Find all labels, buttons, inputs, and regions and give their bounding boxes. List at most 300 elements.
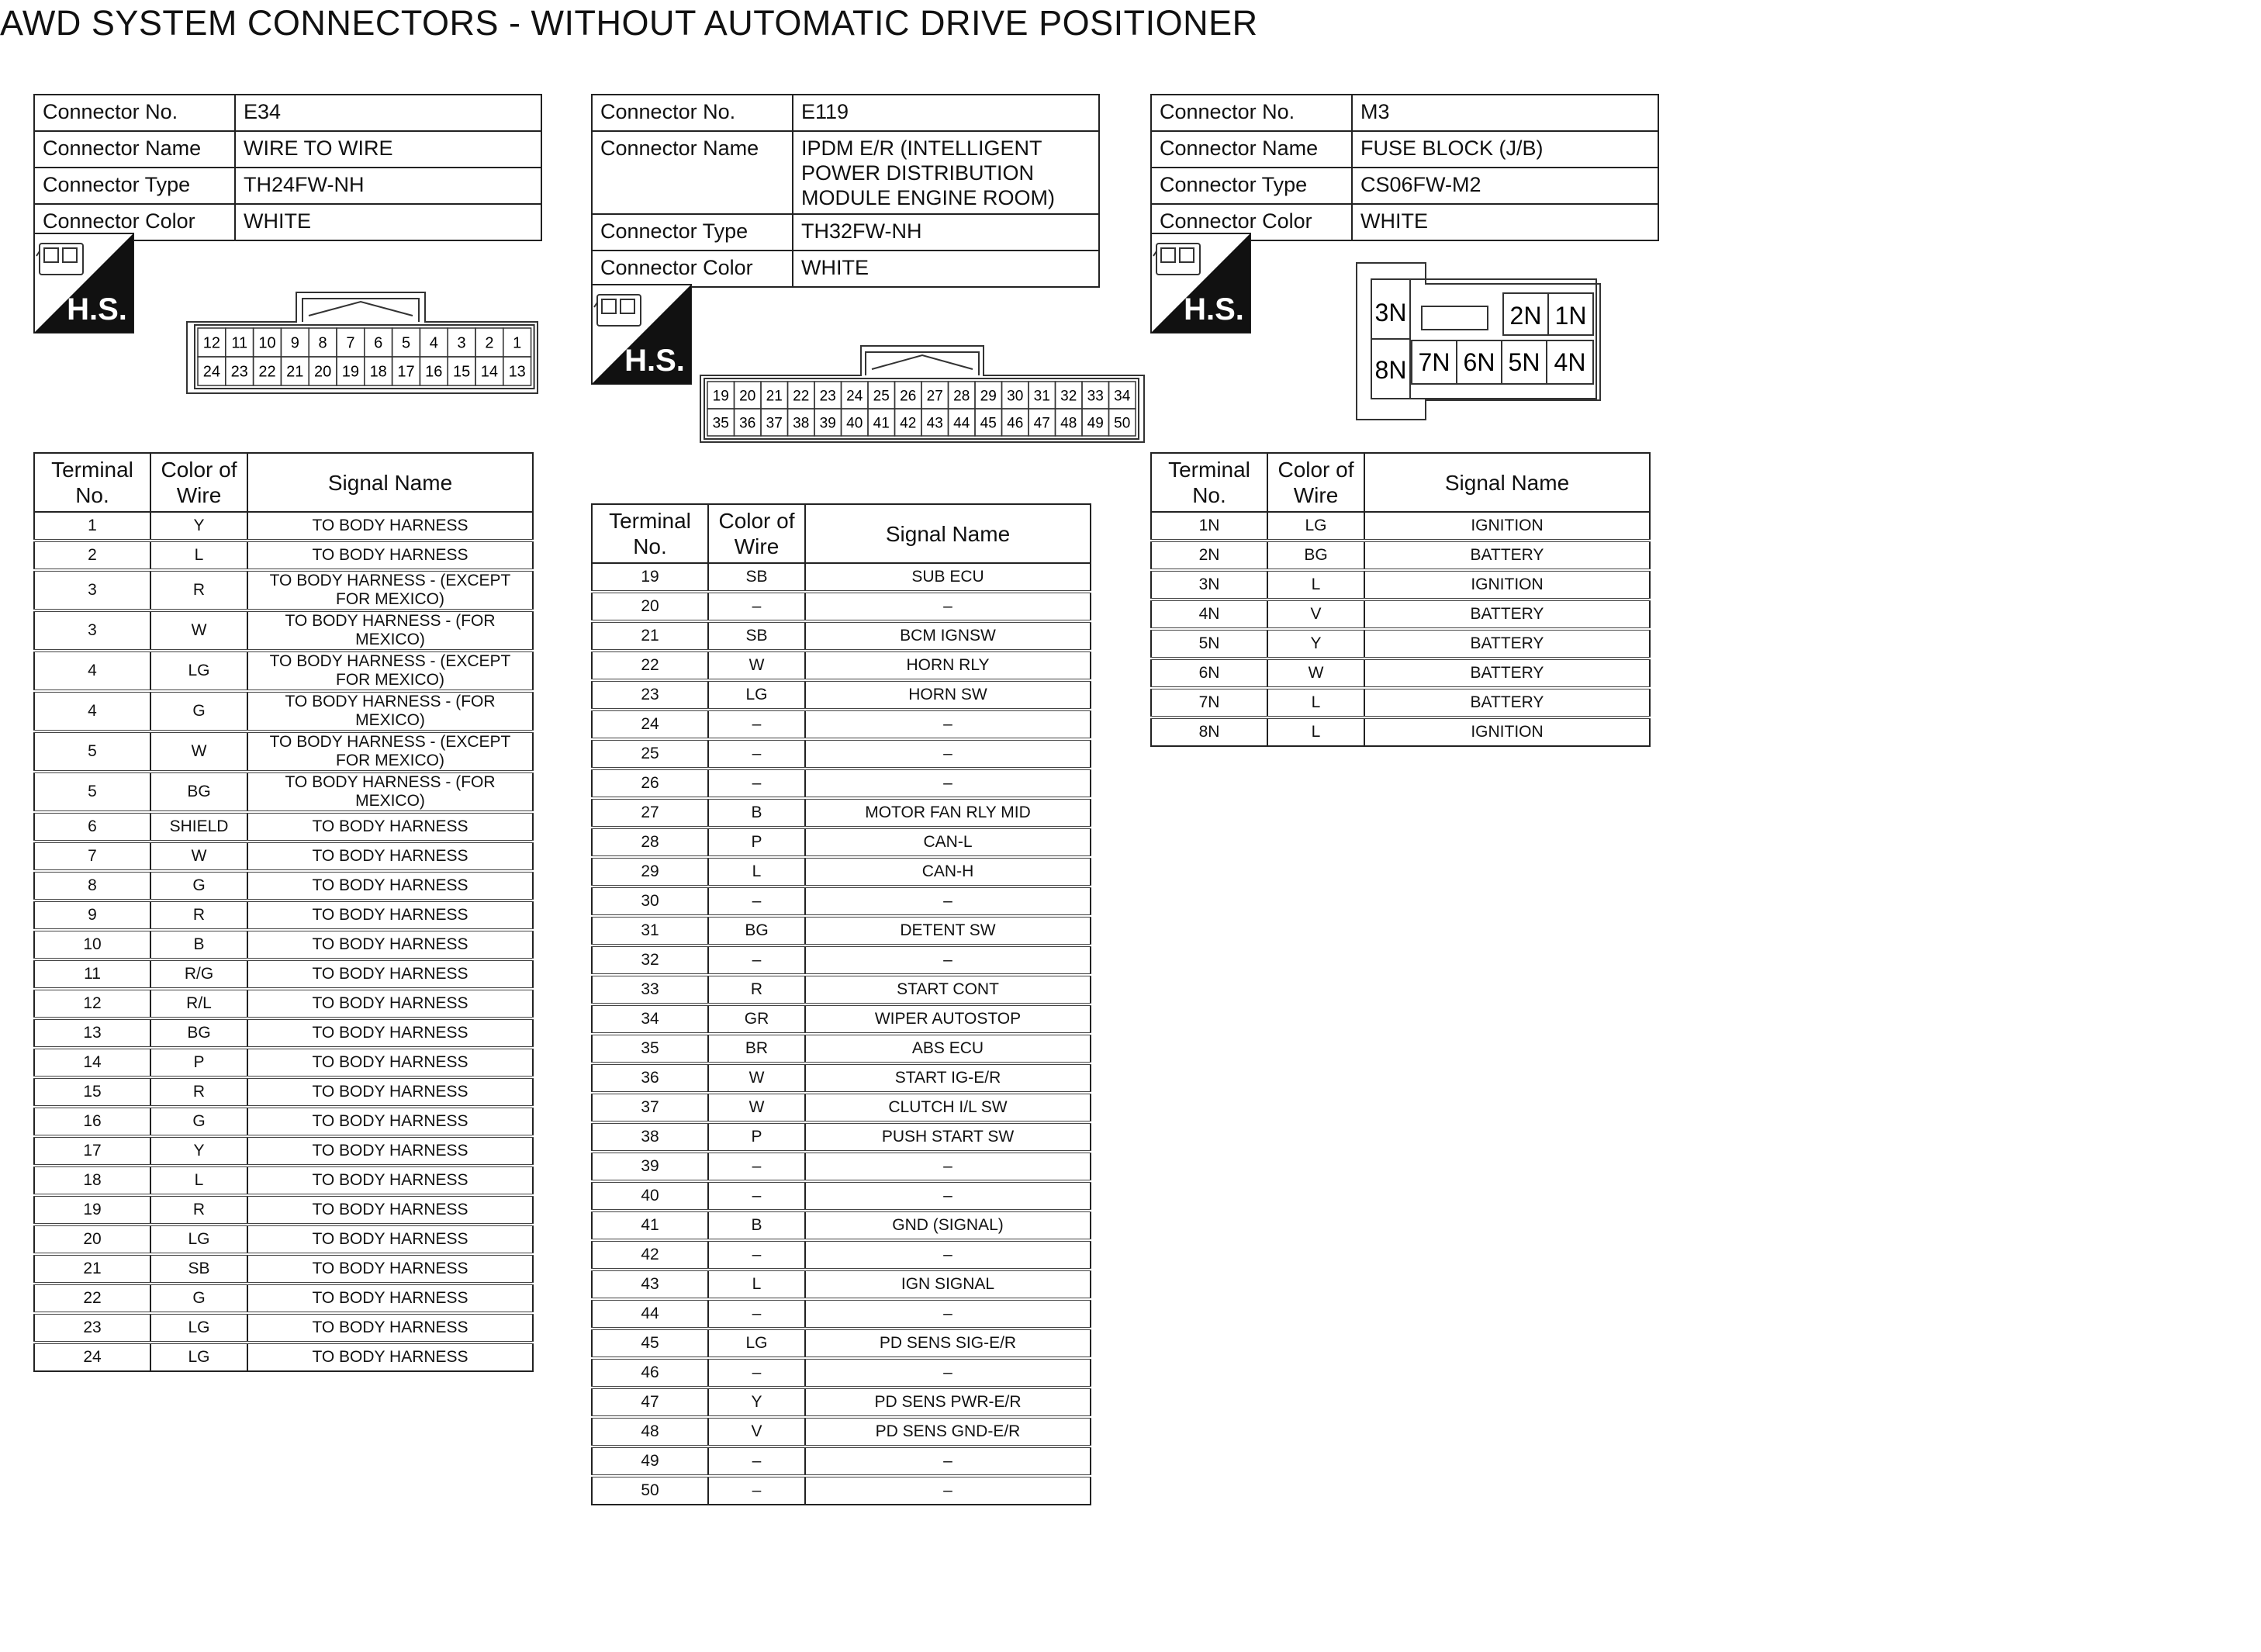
wire-color-cell: SB: [708, 621, 805, 651]
connector-color-value: WHITE: [235, 204, 541, 240]
signal-name-cell: BATTERY: [1364, 629, 1650, 658]
pin-label: 1: [513, 334, 522, 352]
table-row: [592, 1476, 1091, 1505]
signal-name-cell: TO BODY HARNESS: [247, 871, 533, 900]
terminal-no-cell: 8N: [1151, 717, 1267, 746]
table-row: [34, 1166, 533, 1195]
terminal-no-cell: 5N: [1151, 629, 1267, 658]
signal-name-cell: TO BODY HARNESS: [247, 1254, 533, 1284]
terminal-no-cell: 48: [592, 1417, 708, 1446]
label-connector-type: Connector Type: [592, 214, 793, 251]
table-row: [34, 1048, 533, 1077]
wire-color-cell: BG: [150, 772, 247, 812]
wire-color-cell: R: [150, 1077, 247, 1107]
terminal-no-cell: 47: [592, 1388, 708, 1417]
terminal-no-cell: 7N: [1151, 688, 1267, 717]
table-row: [592, 769, 1091, 798]
table-row: [592, 680, 1091, 710]
signal-name-cell: TO BODY HARNESS: [247, 930, 533, 959]
table-row: [34, 959, 533, 989]
terminal-no-cell: 1: [34, 512, 150, 541]
pin-label: 13: [508, 363, 526, 381]
table-row: [592, 1004, 1091, 1034]
pin-label: 46: [1007, 415, 1024, 432]
label-connector-color: Connector Color: [592, 251, 793, 287]
terminal-no-cell: 19: [592, 563, 708, 592]
table-row: [1151, 600, 1650, 629]
page-title: AWD SYSTEM CONNECTORS - WITHOUT AUTOMATIC DRIVE POSITIONER: [0, 3, 1258, 43]
terminal-no-cell: 21: [34, 1254, 150, 1284]
connector-name-value: FUSE BLOCK (J/B): [1352, 131, 1658, 168]
header-color-of-wire: Color of Wire: [708, 504, 805, 563]
connector-face-e34: [186, 291, 539, 396]
terminal-no-cell: 22: [592, 651, 708, 680]
wire-color-cell: L: [1267, 570, 1364, 600]
signal-name-cell: –: [805, 1446, 1091, 1476]
wire-color-cell: BG: [150, 1018, 247, 1048]
wire-color-cell: B: [150, 930, 247, 959]
connector-type-value: TH24FW-NH: [235, 168, 541, 204]
terminal-no-cell: 28: [592, 828, 708, 857]
terminal-no-cell: 20: [34, 1225, 150, 1254]
signal-name-cell: BATTERY: [1364, 688, 1650, 717]
table-row: [34, 772, 533, 812]
pin-label: 35: [712, 415, 729, 432]
table-row: [592, 739, 1091, 769]
wire-color-cell: G: [150, 691, 247, 731]
terminal-no-cell: 19: [34, 1195, 150, 1225]
wire-color-cell: G: [150, 1284, 247, 1313]
wire-color-cell: BG: [708, 916, 805, 945]
signal-name-cell: PD SENS SIG-E/R: [805, 1329, 1091, 1358]
wire-color-cell: W: [708, 1063, 805, 1093]
signal-name-cell: MOTOR FAN RLY MID: [805, 798, 1091, 828]
terminal-no-cell: 42: [592, 1240, 708, 1270]
signal-name-cell: TO BODY HARNESS: [247, 1018, 533, 1048]
wire-color-cell: LG: [150, 1225, 247, 1254]
pin-label: 9: [290, 334, 299, 352]
terminal-no-cell: 50: [592, 1476, 708, 1505]
label-connector-no: Connector No.: [34, 95, 235, 131]
terminal-no-cell: 5: [34, 772, 150, 812]
pin-label: 47: [1033, 415, 1050, 432]
pin-label: 50: [1114, 415, 1131, 432]
signal-name-cell: SUB ECU: [805, 563, 1091, 592]
terminal-table-e119: [591, 503, 1091, 1505]
wire-color-cell: SB: [150, 1254, 247, 1284]
signal-name-cell: TO BODY HARNESS: [247, 1166, 533, 1195]
signal-name-cell: TO BODY HARNESS: [247, 541, 533, 570]
table-row: [1151, 658, 1650, 688]
wire-color-cell: –: [708, 592, 805, 621]
pin-label: 38: [793, 415, 810, 432]
table-row: [592, 798, 1091, 828]
label-connector-color: Connector Color: [1151, 204, 1352, 240]
terminal-no-cell: 4N: [1151, 600, 1267, 629]
terminal-no-cell: 45: [592, 1329, 708, 1358]
pin-label: 19: [712, 388, 729, 405]
wire-color-cell: SB: [708, 563, 805, 592]
label-connector-name: Connector Name: [1151, 131, 1352, 168]
terminal-no-cell: 7: [34, 842, 150, 871]
label-connector-color: Connector Color: [34, 204, 235, 240]
signal-name-cell: –: [805, 1152, 1091, 1181]
signal-name-cell: IGNITION: [1364, 512, 1650, 541]
wire-color-cell: L: [708, 1270, 805, 1299]
wire-color-cell: R/G: [150, 959, 247, 989]
pin-label: 27: [926, 388, 943, 405]
header-color-of-wire: Color of Wire: [150, 453, 247, 512]
terminal-table-m3: [1150, 452, 1651, 747]
table-row: [34, 651, 533, 691]
pin-label: 12: [202, 334, 221, 352]
table-row: [1151, 541, 1650, 570]
pin-label: 19: [341, 363, 360, 381]
wire-color-cell: G: [150, 871, 247, 900]
signal-name-cell: TO BODY HARNESS: [247, 512, 533, 541]
signal-name-cell: –: [805, 739, 1091, 769]
signal-name-cell: HORN SW: [805, 680, 1091, 710]
table-row: [34, 1225, 533, 1254]
connector-face-m3: [1356, 262, 1608, 421]
pin-5n: 5N: [1508, 348, 1540, 376]
terminal-no-cell: 32: [592, 945, 708, 975]
signal-name-cell: –: [805, 710, 1091, 739]
signal-name-cell: GND (SIGNAL): [805, 1211, 1091, 1240]
header-color-of-wire: Color of Wire: [1267, 453, 1364, 512]
connector-color-value: WHITE: [793, 251, 1099, 287]
wire-color-cell: –: [708, 769, 805, 798]
signal-name-cell: PUSH START SW: [805, 1122, 1091, 1152]
table-row: [592, 975, 1091, 1004]
pin-label: 44: [953, 415, 970, 432]
signal-name-cell: IGN SIGNAL: [805, 1270, 1091, 1299]
signal-name-cell: TO BODY HARNESS: [247, 1077, 533, 1107]
table-row: [592, 1034, 1091, 1063]
pin-label: 5: [401, 334, 411, 352]
pin-label: 41: [873, 415, 890, 432]
terminal-no-cell: 40: [592, 1181, 708, 1211]
label-connector-type: Connector Type: [1151, 168, 1352, 204]
table-row: [592, 945, 1091, 975]
connector-no-value: E119: [793, 95, 1099, 131]
terminal-no-cell: 3: [34, 570, 150, 610]
pin-label: 25: [873, 388, 890, 405]
table-row: [592, 1299, 1091, 1329]
wire-color-cell: R: [150, 570, 247, 610]
pin-6n: 6N: [1463, 348, 1495, 376]
table-row: [592, 1063, 1091, 1093]
wire-color-cell: –: [708, 1358, 805, 1388]
signal-name-cell: –: [805, 1358, 1091, 1388]
wire-color-cell: L: [150, 541, 247, 570]
wire-color-cell: –: [708, 1446, 805, 1476]
terminal-no-cell: 41: [592, 1211, 708, 1240]
wire-color-cell: –: [708, 739, 805, 769]
terminal-no-cell: 49: [592, 1446, 708, 1476]
connector-info-e119: [591, 94, 1100, 288]
table-row: [34, 731, 533, 772]
table-row: [34, 570, 533, 610]
wire-color-cell: BR: [708, 1034, 805, 1063]
wire-color-cell: W: [1267, 658, 1364, 688]
pin-label: 2: [485, 334, 494, 352]
pin-3n: 3N: [1374, 299, 1407, 327]
signal-name-cell: CLUTCH I/L SW: [805, 1093, 1091, 1122]
wire-color-cell: W: [150, 842, 247, 871]
signal-name-cell: –: [805, 886, 1091, 916]
terminal-no-cell: 24: [34, 1343, 150, 1371]
signal-name-cell: TO BODY HARNESS: [247, 812, 533, 842]
signal-name-cell: –: [805, 592, 1091, 621]
label-connector-name: Connector Name: [592, 131, 793, 214]
signal-name-cell: TO BODY HARNESS - (EXCEPT FOR MEXICO): [247, 570, 533, 610]
pin-label: 45: [980, 415, 997, 432]
terminal-no-cell: 39: [592, 1152, 708, 1181]
pin-label: 17: [397, 363, 415, 381]
table-row: [592, 563, 1091, 592]
table-row: [592, 1093, 1091, 1122]
terminal-no-cell: 13: [34, 1018, 150, 1048]
label-connector-type: Connector Type: [34, 168, 235, 204]
wire-color-cell: –: [708, 710, 805, 739]
pin-label: 11: [231, 334, 248, 352]
wire-color-cell: –: [708, 1299, 805, 1329]
signal-name-cell: TO BODY HARNESS: [247, 1195, 533, 1225]
pin-label: 42: [900, 415, 917, 432]
header-signal-name: Signal Name: [247, 453, 533, 512]
terminal-no-cell: 5: [34, 731, 150, 772]
header-signal-name: Signal Name: [805, 504, 1091, 563]
terminal-no-cell: 16: [34, 1107, 150, 1136]
pin-label: 8: [318, 334, 327, 352]
table-row: [592, 1181, 1091, 1211]
wire-color-cell: R: [150, 900, 247, 930]
signal-name-cell: CAN-L: [805, 828, 1091, 857]
wire-color-cell: L: [1267, 717, 1364, 746]
signal-name-cell: BATTERY: [1364, 600, 1650, 629]
wire-color-cell: W: [150, 610, 247, 651]
pin-label: 4: [429, 334, 438, 352]
terminal-no-cell: 35: [592, 1034, 708, 1063]
pin-label: 3: [457, 334, 466, 352]
hs-badge-e119: [591, 284, 692, 385]
wire-color-cell: –: [708, 1152, 805, 1181]
table-row: [34, 1195, 533, 1225]
wire-color-cell: W: [708, 651, 805, 680]
wire-color-cell: L: [150, 1166, 247, 1195]
terminal-no-cell: 23: [592, 680, 708, 710]
table-row: [34, 1136, 533, 1166]
terminal-no-cell: 9: [34, 900, 150, 930]
label-connector-name: Connector Name: [34, 131, 235, 168]
wire-color-cell: –: [708, 1240, 805, 1270]
terminal-no-cell: 18: [34, 1166, 150, 1195]
pin-label: 7: [346, 334, 355, 352]
terminal-no-cell: 17: [34, 1136, 150, 1166]
table-row: [592, 1417, 1091, 1446]
pin-4n: 4N: [1554, 348, 1586, 376]
signal-name-cell: –: [805, 769, 1091, 798]
terminal-no-cell: 30: [592, 886, 708, 916]
table-row: [592, 1358, 1091, 1388]
table-row: [592, 1270, 1091, 1299]
wire-color-cell: BG: [1267, 541, 1364, 570]
terminal-no-cell: 38: [592, 1122, 708, 1152]
terminal-no-cell: 10: [34, 930, 150, 959]
terminal-no-cell: 43: [592, 1270, 708, 1299]
table-row: [592, 621, 1091, 651]
table-row: [34, 1343, 533, 1371]
wire-color-cell: LG: [708, 680, 805, 710]
connector-no-value: E34: [235, 95, 541, 131]
pin-2n: 2N: [1509, 302, 1542, 330]
table-row: [34, 989, 533, 1018]
terminal-no-cell: 3N: [1151, 570, 1267, 600]
connector-name-value: WIRE TO WIRE: [235, 131, 541, 168]
wire-color-cell: P: [708, 1122, 805, 1152]
terminal-no-cell: 21: [592, 621, 708, 651]
wire-color-cell: LG: [150, 1313, 247, 1343]
signal-name-cell: PD SENS PWR-E/R: [805, 1388, 1091, 1417]
wire-color-cell: SHIELD: [150, 812, 247, 842]
terminal-table-e34: [33, 452, 534, 1372]
signal-name-cell: –: [805, 945, 1091, 975]
signal-name-cell: TO BODY HARNESS: [247, 900, 533, 930]
terminal-no-cell: 26: [592, 769, 708, 798]
wire-color-cell: P: [150, 1048, 247, 1077]
table-row: [34, 1018, 533, 1048]
table-row: [34, 900, 533, 930]
table-row: [592, 828, 1091, 857]
pin-label: 29: [980, 388, 997, 405]
terminal-no-cell: 1N: [1151, 512, 1267, 541]
signal-name-cell: START IG-E/R: [805, 1063, 1091, 1093]
table-row: [592, 1211, 1091, 1240]
wire-color-cell: LG: [1267, 512, 1364, 541]
terminal-no-cell: 36: [592, 1063, 708, 1093]
pin-label: 15: [452, 363, 471, 381]
header-terminal-no: Terminal No.: [1151, 453, 1267, 512]
pin-label: 14: [480, 363, 499, 381]
connector-color-value: WHITE: [1352, 204, 1658, 240]
signal-name-cell: HORN RLY: [805, 651, 1091, 680]
connector-info-m3: [1150, 94, 1659, 241]
table-row: [592, 1152, 1091, 1181]
terminal-no-cell: 24: [592, 710, 708, 739]
signal-name-cell: TO BODY HARNESS: [247, 1343, 533, 1371]
connector-name-value: IPDM E/R (INTELLIGENT POWER DISTRIBUTION MODULE ENGINE ROOM): [793, 131, 1099, 214]
label-connector-no: Connector No.: [1151, 95, 1352, 131]
signal-name-cell: BATTERY: [1364, 658, 1650, 688]
pin-label: 22: [793, 388, 810, 405]
signal-name-cell: TO BODY HARNESS: [247, 989, 533, 1018]
hs-badge-m3: [1150, 233, 1251, 334]
table-row: [592, 886, 1091, 916]
pin-label: 43: [926, 415, 943, 432]
signal-name-cell: –: [805, 1299, 1091, 1329]
wire-color-cell: W: [150, 731, 247, 772]
pin-label: 39: [819, 415, 836, 432]
wire-color-cell: –: [708, 886, 805, 916]
signal-name-cell: TO BODY HARNESS - (FOR MEXICO): [247, 610, 533, 651]
signal-name-cell: IGNITION: [1364, 570, 1650, 600]
pin-label: 22: [258, 363, 276, 381]
wire-color-cell: LG: [708, 1329, 805, 1358]
table-row: [592, 592, 1091, 621]
pin-label: 31: [1033, 388, 1050, 405]
pin-7n: 7N: [1418, 348, 1450, 376]
signal-name-cell: WIPER AUTOSTOP: [805, 1004, 1091, 1034]
wire-color-cell: L: [1267, 688, 1364, 717]
table-row: [34, 691, 533, 731]
table-row: [34, 1077, 533, 1107]
signal-name-cell: START CONT: [805, 975, 1091, 1004]
table-row: [592, 1240, 1091, 1270]
signal-name-cell: –: [805, 1181, 1091, 1211]
table-row: [592, 1329, 1091, 1358]
pin-1n: 1N: [1554, 302, 1587, 330]
wire-color-cell: –: [708, 945, 805, 975]
table-row: [34, 512, 533, 541]
pin-label: 23: [819, 388, 836, 405]
header-terminal-no: Terminal No.: [592, 504, 708, 563]
pin-label: 26: [900, 388, 917, 405]
table-row: [592, 651, 1091, 680]
terminal-no-cell: 31: [592, 916, 708, 945]
wire-color-cell: R: [150, 1195, 247, 1225]
wire-color-cell: Y: [150, 1136, 247, 1166]
terminal-no-cell: 23: [34, 1313, 150, 1343]
table-row: [1151, 717, 1650, 746]
terminal-no-cell: 6: [34, 812, 150, 842]
pin-label: 37: [766, 415, 783, 432]
header-signal-name: Signal Name: [1364, 453, 1650, 512]
signal-name-cell: TO BODY HARNESS: [247, 1136, 533, 1166]
wire-color-cell: B: [708, 1211, 805, 1240]
table-row: [592, 916, 1091, 945]
wire-color-cell: –: [708, 1181, 805, 1211]
pin-label: 33: [1087, 388, 1104, 405]
table-row: [592, 1388, 1091, 1417]
terminal-no-cell: 4: [34, 651, 150, 691]
pin-label: 36: [739, 415, 756, 432]
signal-name-cell: TO BODY HARNESS: [247, 1313, 533, 1343]
wire-color-cell: V: [1267, 600, 1364, 629]
pin-label: 32: [1060, 388, 1077, 405]
connector-no-value: M3: [1352, 95, 1658, 131]
pin-label: 21: [286, 363, 304, 381]
wire-color-cell: Y: [150, 512, 247, 541]
hs-badge-e34: [33, 233, 134, 334]
signal-name-cell: CAN-H: [805, 857, 1091, 886]
terminal-no-cell: 14: [34, 1048, 150, 1077]
terminal-no-cell: 12: [34, 989, 150, 1018]
table-row: [592, 857, 1091, 886]
terminal-no-cell: 2N: [1151, 541, 1267, 570]
pin-label: 34: [1114, 388, 1131, 405]
terminal-no-cell: 15: [34, 1077, 150, 1107]
pin-label: 48: [1060, 415, 1077, 432]
signal-name-cell: DETENT SW: [805, 916, 1091, 945]
terminal-no-cell: 44: [592, 1299, 708, 1329]
signal-name-cell: TO BODY HARNESS: [247, 1107, 533, 1136]
pin-label: 20: [739, 388, 756, 405]
signal-name-cell: ABS ECU: [805, 1034, 1091, 1063]
table-row: [34, 610, 533, 651]
wire-color-cell: –: [708, 1476, 805, 1505]
pin-label: 20: [313, 363, 332, 381]
